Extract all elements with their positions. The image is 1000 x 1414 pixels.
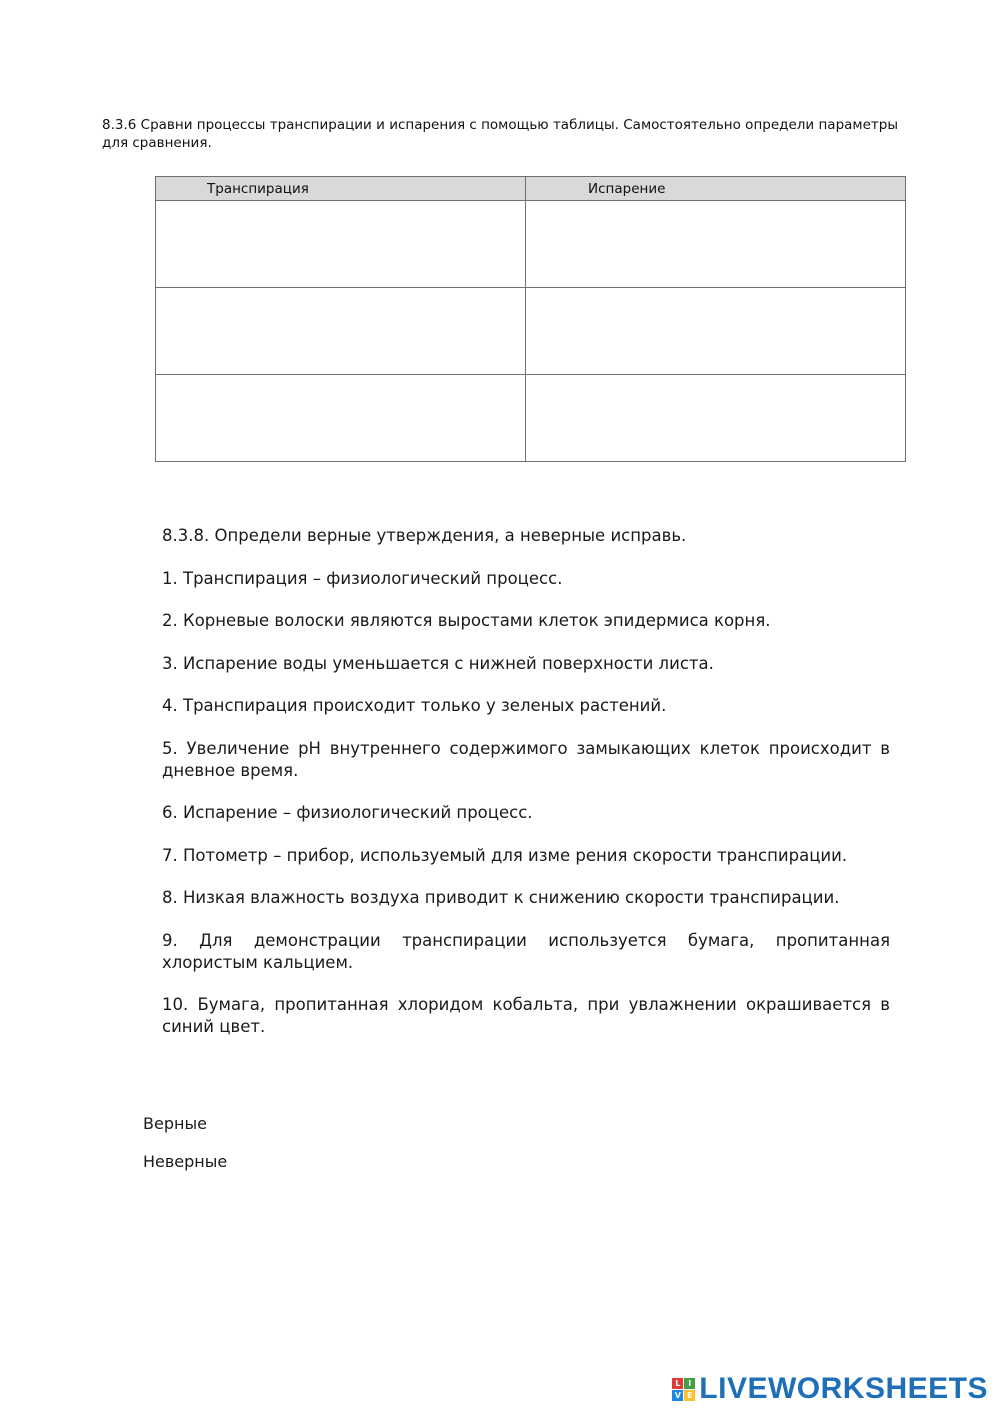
logo-icon xyxy=(672,1378,695,1401)
logo-letter: I xyxy=(684,1378,695,1389)
logo-letter: E xyxy=(684,1390,695,1401)
transpiration-cell[interactable] xyxy=(156,375,526,462)
statement: 5. Увеличение pH внутреннего содержимого замыкающих клеток происходит в дневное время. xyxy=(162,738,890,780)
table-row xyxy=(156,288,906,375)
transpiration-cell[interactable] xyxy=(156,288,526,375)
statement: 10. Бумага, пропитанная хлоридом кобальта, при увлажнении окрашивается в синий цвет. xyxy=(162,995,890,1036)
task2-section xyxy=(162,525,890,1059)
task1-instruction: 8.3.6 Сравни процессы транспирации и испарения с помощью таблицы. Самостоятельно определи параметры для сравнения. xyxy=(102,117,898,151)
evaporation-cell[interactable] xyxy=(526,375,906,462)
statement: 7. Потометр – прибор, используемый для изме рения скорости транспирации. xyxy=(162,845,848,865)
statement: 3. Испарение воды уменьшается с нижней поверхности листа. xyxy=(162,653,714,673)
table-header-row xyxy=(156,177,906,201)
statement: 4. Транспирация происходит только у зеленых растений. xyxy=(162,696,667,715)
logo-letter: V xyxy=(672,1390,683,1401)
statement: 2. Корневые волоски являются выростами клеток эпидермиса корня. xyxy=(162,611,771,630)
header-evaporation: Испарение xyxy=(526,177,906,201)
logo-letter: L xyxy=(672,1378,683,1389)
comparison-table xyxy=(155,176,906,462)
evaporation-cell[interactable] xyxy=(526,201,906,288)
logo-text: LIVEWORKSHEETS xyxy=(699,1372,988,1405)
wrong-answers-label: Неверные xyxy=(143,1152,228,1171)
statement: 8. Низкая влажность воздуха приводит к снижению скорости транспирации. xyxy=(162,888,840,907)
header-transpiration: Транспирация xyxy=(156,177,526,201)
task2-title: 8.3.8. Определи верные утверждения, а неверные исправь. xyxy=(162,526,687,545)
statement: 1. Транспирация – физиологический процесс. xyxy=(162,568,563,588)
correct-answers-label: Верные xyxy=(143,1114,207,1133)
evaporation-cell[interactable] xyxy=(526,288,906,375)
transpiration-cell[interactable] xyxy=(156,201,526,288)
liveworksheets-logo xyxy=(672,1372,988,1406)
table-row xyxy=(156,201,906,288)
statement: 6. Испарение – физиологический процесс. xyxy=(162,803,533,822)
table-row xyxy=(156,375,906,462)
statement: 9. Для демонстрации транспирации используется бумага, пропитанная хлористым кальцием. xyxy=(162,930,890,972)
